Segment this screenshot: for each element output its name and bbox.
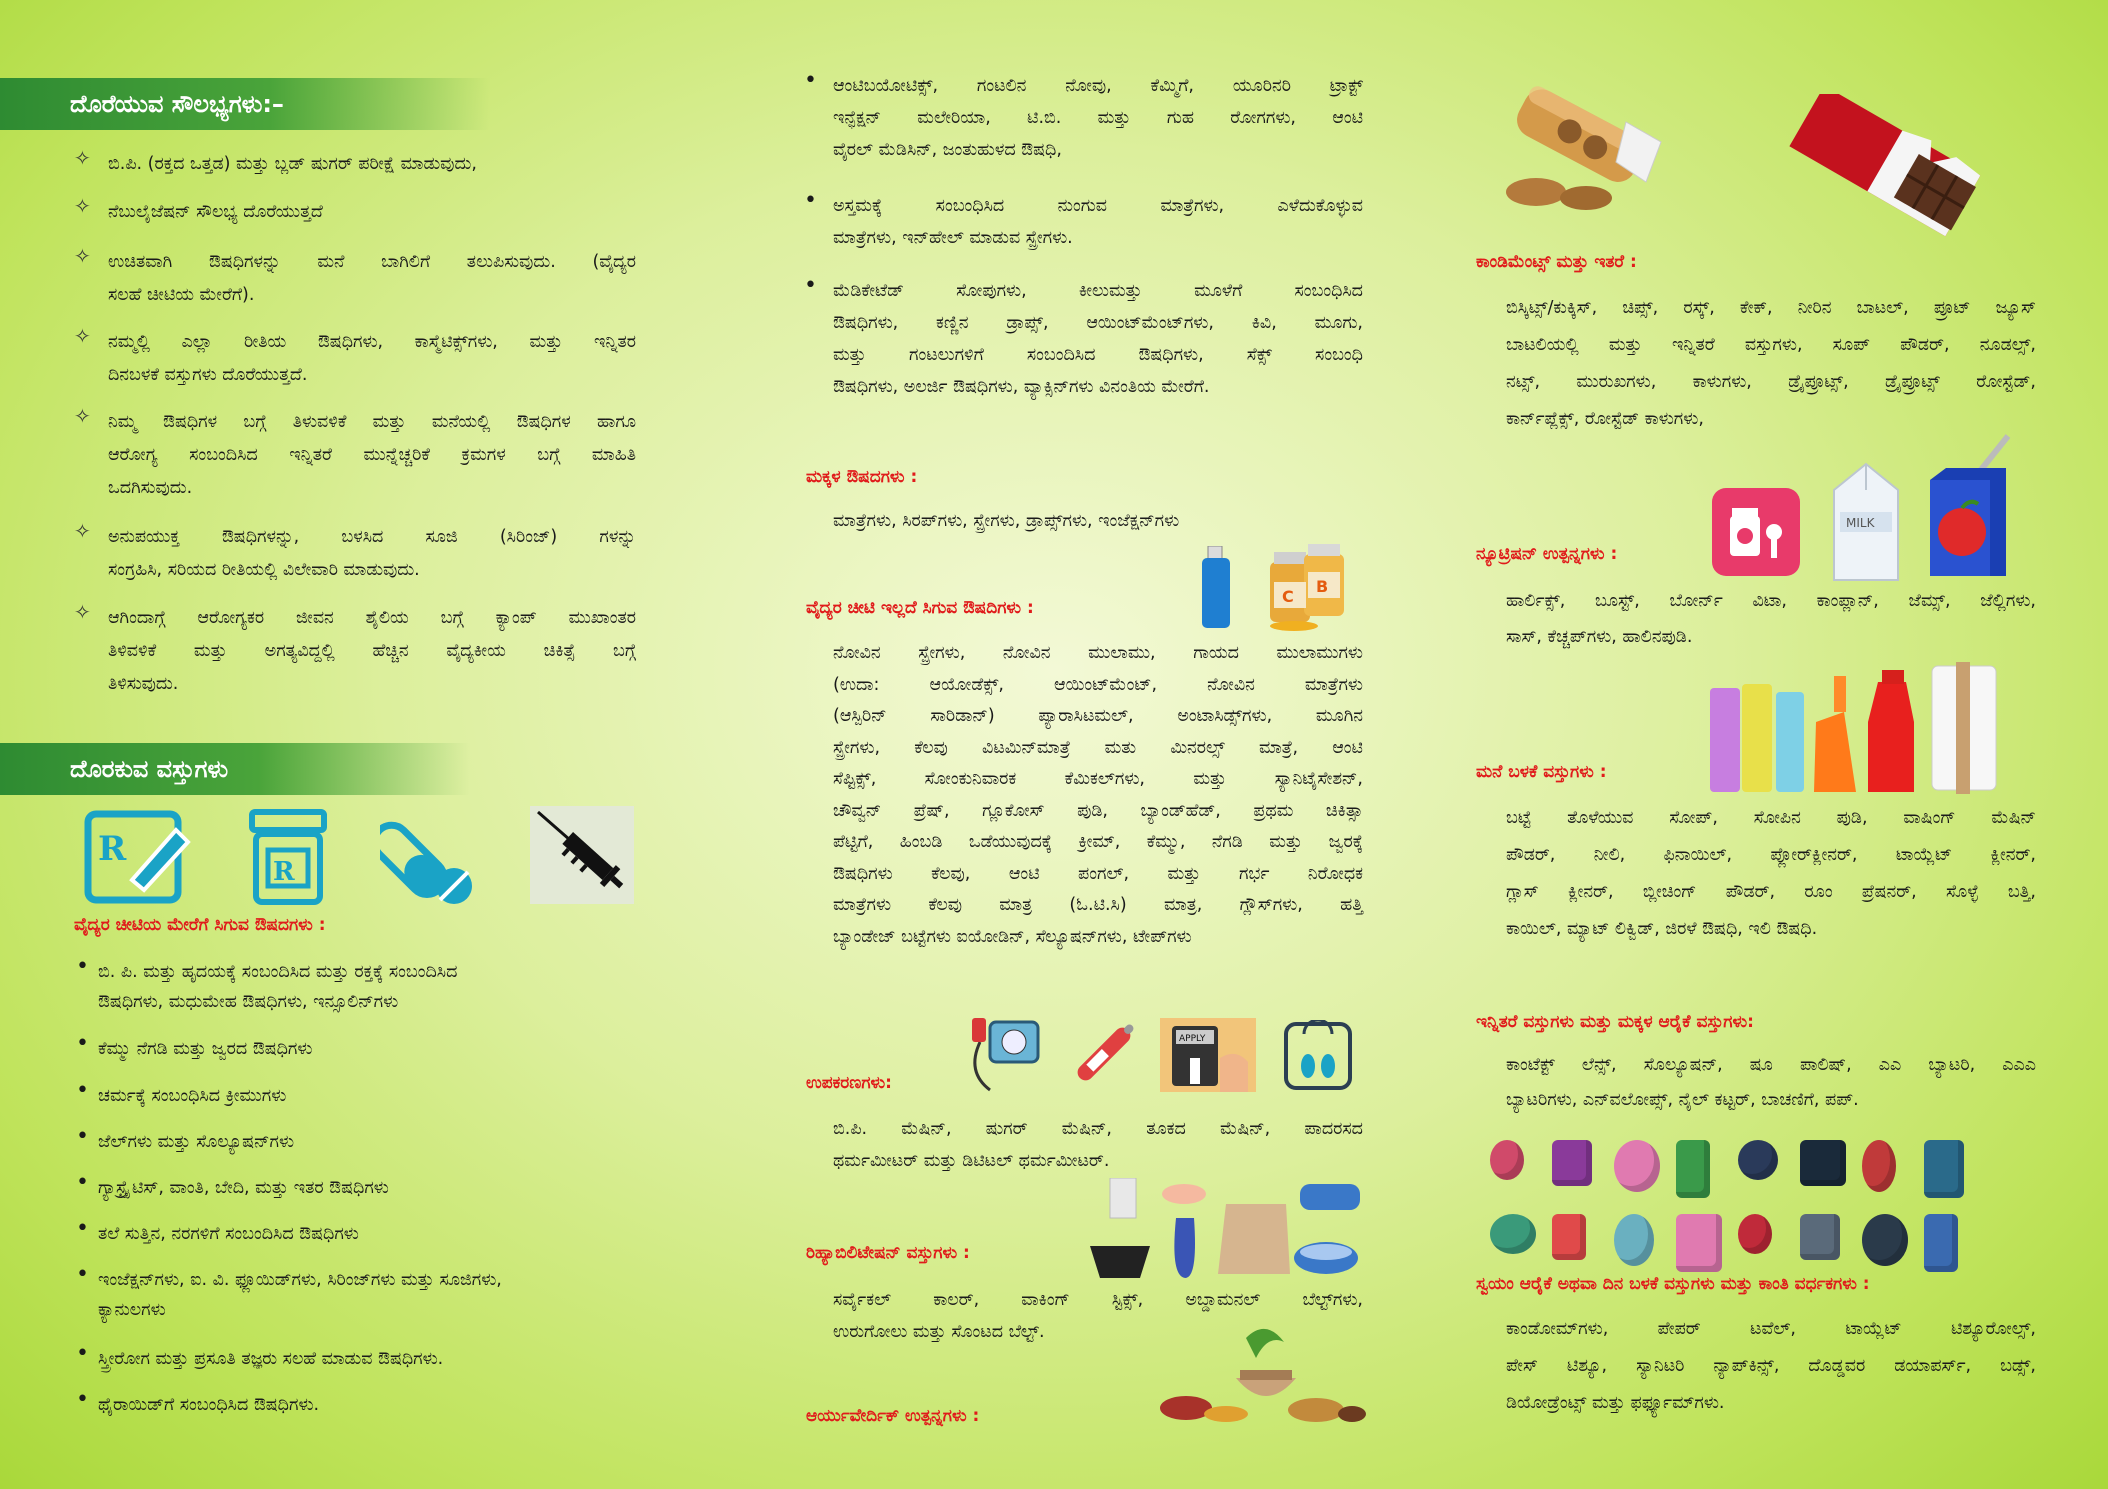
self-care-line: ಕಾಂಡೋಮ್‌ಗಳು, ಪೇಪರ್ ಟವೆಲ್, ಟಾಯ್ಲೆಟ್ ಟಿಶ್ಯೂರೋಲ್ಸ್, xyxy=(1506,1319,2036,1339)
rx-line: ಥೈರಾಯಿಡ್‌ಗೆ ಸಂಬಂಧಿಸಿದ ಔಷಧಿಗಳು. xyxy=(98,1395,320,1415)
otc-line: (ಆಸ್ಪಿರಿನ್ ಸಾರಿಡಾನ್) ಪ್ಯಾರಾಸಿಟಮಲ್, ಅಂಟಾಸಿಡ್ಸ್‌ಗಳು, ಮೂಗಿನ xyxy=(833,706,1363,726)
rx-line: ಜೆಲ್‌ಗಳು ಮತ್ತು ಸೊಲ್ಯೂಷನ್‌ಗಳು xyxy=(98,1132,295,1152)
cosmetic-product-icon xyxy=(1924,1214,1958,1272)
cosmetic-product-icon xyxy=(1614,1214,1654,1266)
chocolate-bar-icon xyxy=(1770,94,2010,250)
facility-line: ನಮ್ಮಲ್ಲಿ ಎಲ್ಲಾ ರೀತಿಯ ಔಷಧಿಗಳು, ಕಾಸ್ಮೆಟಿಕ್ಸ್‌ಗಳು, ಮತ್ತು ಇನ್ನಿತರ xyxy=(108,332,636,352)
otc-line: ನೋವಿನ ಸ್ಪ್ರೇಗಳು, ನೋವಿನ ಮುಲಾಮು, ಗಾಯದ ಮುಲಾಮುಗಳು xyxy=(833,643,1363,663)
facility-line: ನೆಬುಲೈಜೆಷನ್ ಸೌಲಭ್ಯ ದೊರೆಯುತ್ತದೆ xyxy=(108,202,323,222)
cosmetic-product-icon xyxy=(1738,1140,1778,1180)
household-products-icon xyxy=(1706,662,2006,794)
cosmetic-product-icon xyxy=(1490,1140,1524,1180)
otc-line: ಮಾತ್ರೆಗಳು ಕೆಲವು ಮಾತ್ರ (ಓ.ಟಿ.ಸಿ) ಮಾತ್ರ, ಗ್ಲೌಸ್‌ಗಳು, ಹತ್ತಿ xyxy=(833,895,1363,915)
star-bullet-icon: ✧ xyxy=(74,146,91,170)
juice-box-icon xyxy=(1926,432,2014,578)
bullet-dot-icon: • xyxy=(76,954,89,979)
cosmetic-product-icon xyxy=(1552,1140,1592,1186)
facility-line: ಉಚಿತವಾಗಿ ಔಷಧಿಗಳನ್ನು ಮನೆ ಬಾಗಿಲಿಗೆ ತಲುಪಿಸುವುದು. (ವೈದ್ಯರ xyxy=(108,252,636,272)
medicine-type-line: ಔಷಧಿಗಳು, ಅಲರ್ಜಿ ಔಷಧಿಗಳು, ವ್ಯಾಕ್ಸಿನ್‌ಗಳು ವಿನಂತಿಯ ಮೇರೆಗೆ. xyxy=(833,377,1210,397)
otc-line: ಚೌವ್ವನ್ ಪ್ರೆಷ್, ಗ್ಲೂಕೋಸ್ ಪುಡಿ, ಬ್ಯಾಂಡ್‌ಹೆಡ್, ಪ್ರಥಮ ಚಿಕಿತ್ಸಾ xyxy=(833,800,1363,821)
digital-thermometer-icon xyxy=(1064,1016,1144,1092)
equipment-heading: ಉಪಕರಣಗಳು: xyxy=(806,1073,892,1093)
capsule-pill-icon xyxy=(380,812,476,908)
otc-line: ಪೆಟ್ಟಿಗೆ, ಹಿಂಬಡಿ ಒಡೆಯುವುದಕ್ಕೆ ಕ್ರೀಮ್, ಕೆಮ್ಮು, ನೆಗಡಿ ಮತ್ತು ಜ್ವರಕ್ಕೆ xyxy=(833,832,1363,852)
rx-line: ಸ್ತ್ರೀರೋಗ ಮತ್ತು ಪ್ರಸೂತಿ ತಜ್ಞರು ಸಲಹೆ ಮಾಡುವ ಔಷಧಿಗಳು. xyxy=(98,1349,444,1369)
cosmetic-product-icon xyxy=(1614,1140,1660,1192)
bullet-dot-icon: • xyxy=(76,1387,89,1412)
weighing-scale-icon xyxy=(1282,1020,1354,1092)
otc-line: ಬ್ಯಾಂಡೇಜ್ ಬಟ್ಟೆಗಳು ಐಯೋಡಿನ್, ಸೆಲ್ಯೂಷನ್‌ಗಳು, ಟೇಪ್‌ಗಳು xyxy=(833,926,1192,947)
rx-line: ಕೆಮ್ಮು ನೆಗಡಿ ಮತ್ತು ಜ್ವರದ ಔಷಧಿಗಳು xyxy=(98,1039,313,1059)
misc-line: ಬ್ಯಾಟರಿಗಳು, ಎನ್‌ವಲೋಪ್ಸ್, ನೈಲ್ ಕಟ್ಟರ್, ಬಾಚಣಿಗೆ, ಪಪ್. xyxy=(1506,1090,1859,1110)
ayurvedic-herbs-icon xyxy=(1156,1318,1366,1426)
bullet-dot-icon: • xyxy=(76,1216,89,1241)
bullet-dot-icon: • xyxy=(804,273,817,298)
bullet-dot-icon: • xyxy=(76,1031,89,1056)
facility-line: ಒದಗಿಸುವುದು. xyxy=(108,478,193,498)
svg-text:R: R xyxy=(98,829,127,869)
svg-text:MILK: MILK xyxy=(1846,516,1875,530)
star-bullet-icon: ✧ xyxy=(74,324,91,348)
syringe-icon xyxy=(530,806,634,904)
facility-line: ಆಗಿಂದಾಗ್ಗೆ ಆರೋಗ್ಯಕರ ಜೀವನ ಶೈಲಿಯ ಬಗ್ಗೆ ಕ್ಯಾಂಪ್ ಮುಖಾಂತರ xyxy=(108,608,636,628)
condiments-line: ಬಾಟಲಿಯಲ್ಲಿ ಮತ್ತು ಇನ್ನಿತರೆ ವಸ್ತುಗಳು, ಸೂಪ್ ಪೌಡರ್, ನೂಡಲ್ಸ್, xyxy=(1506,335,2036,355)
medicine-type-line: ಮೆಡಿಕೇಟೆಡ್ ಸೋಪುಗಳು, ಕೀಲುಮತ್ತು ಮೂಳೆಗೆ ಸಂಬಂಧಿಸಿದ xyxy=(833,281,1363,301)
star-bullet-icon: ✧ xyxy=(74,600,91,624)
svg-text:B: B xyxy=(1316,577,1329,596)
medicine-type-line: ಔಷಧಿಗಳು, ಕಣ್ಣಿನ ಡ್ರಾಪ್ಸ್, ಆಯಿಂಟ್‌ಮೆಂಟ್‌ಗಳು, ಕಿವಿ, ಮೂಗು, xyxy=(833,313,1363,333)
rx-line: ಔಷಧಿಗಳು, ಮಧುಮೇಹ ಔಷಧಿಗಳು, ಇನ್ಸೂಲಿನ್‌ಗಳು xyxy=(98,992,399,1012)
svg-text:R: R xyxy=(273,857,295,887)
rx-line: ತಲೆ ಸುತ್ತಿನ, ನರಗಳಿಗೆ ಸಂಬಂದಿಸಿದ ಔಷಧಿಗಳು xyxy=(98,1224,359,1244)
rx-line: ಇಂಜೆಕ್ಷನ್‌ಗಳು, ಐ. ವಿ. ಫ್ಲೂಯಿಡ್‌ಗಳು, ಸಿರಿಂಜ್‌ಗಳು ಮತ್ತು ಸೂಜಿಗಳು, xyxy=(98,1270,502,1290)
rehab-line: ಉರುಗೋಲು ಮತ್ತು ಸೊಂಟದ ಬೆಲ್ಟ್. xyxy=(833,1322,1045,1342)
milk-carton-icon xyxy=(1826,460,1906,582)
ayurvedic-heading: ಆರ್ಯುವೇರ್ದಿಕ್ ಉತ್ಪನ್ನಗಳು : xyxy=(806,1406,980,1426)
facilities-banner: ದೊರೆಯುವ ಸೌಲಭ್ಯಗಳು:– xyxy=(0,78,490,130)
household-line: ಬಟ್ಟೆ ತೊಳೆಯುವ ಸೋಪ್, ಸೋಪಿನ ಪುಡಿ, ವಾಷಿಂಗ್ ಮೆಷಿನ್ xyxy=(1506,808,2036,828)
medicine-type-line: ವೈರಲ್ ಮೆಡಿಸಿನ್, ಜಂತುಹುಳದ ಔಷಧಿ, xyxy=(833,140,1062,160)
cosmetic-product-icon xyxy=(1738,1214,1772,1254)
self-care-line: ಡಿಯೋಡ್ರೆಂಟ್ಸ್ ಮತ್ತು ಫರ್ಫ್ಯೂಮ್‌ಗಳು. xyxy=(1506,1393,1725,1413)
kids-medicines-heading: ಮಕ್ಕಳ ಔಷದಗಳು : xyxy=(806,467,918,487)
otc-line: ಔಷಧಿಗಳು ಕೆಲವು, ಆಂಟಿ ಪಂಗಲ್, ಮತ್ತು ಗರ್ಭ ನಿರೋಧಕ xyxy=(833,863,1363,884)
misc-line: ಕಾಂಟೆಕ್ಟ್ ಲೆನ್ಸ್, ಸೊಲ್ಯೂಷನ್, ಷೂ ಪಾಲಿಷ್, ಎಎ ಬ್ಯಾಟರಿ, ಎಎಎ xyxy=(1506,1055,2036,1075)
star-bullet-icon: ✧ xyxy=(74,519,91,543)
available-items-banner: ದೊರಕುವ ವಸ್ತುಗಳು xyxy=(0,743,470,795)
condiments-heading: ಕಾಂಡಿಮೆಂಟ್ಸ್ ಮತ್ತು ಇತರೆ : xyxy=(1476,252,1637,272)
cosmetic-product-icon xyxy=(1862,1140,1896,1192)
facility-line: ಬಿ.ಪಿ. (ರಕ್ತದ ಒತ್ತಡ) ಮತ್ತು ಬ್ಲಡ್ ಷುಗರ್ ಪರೀಕ್ಷೆ ಮಾಡುವುದು, xyxy=(108,154,477,174)
spray-bottle-icon xyxy=(1196,546,1236,630)
otc-medicines-heading: ವೈದ್ಯರ ಚೀಟಿ ಇಲ್ಲದೆ ಸಿಗುವ ಔಷದಿಗಳು : xyxy=(806,598,1034,618)
household-line: ಕಾಯಿಲ್, ಮ್ಯಾಟ್ ಲಿಕ್ವಿಡ್, ಜಿರಳೆ ಔಷಧಿ, ಇಲಿ ಔಷಧಿ. xyxy=(1506,919,1818,939)
bp-monitor-icon xyxy=(960,1012,1048,1096)
medicine-type-line: ಅಸ್ತಮಕ್ಕೆ ಸಂಬಂಧಿಸಿದ ನುಂಗುವ ಮಾತ್ರೆಗಳು, ಎಳೆದುಕೊಳ್ಳುವ xyxy=(833,196,1363,216)
condiments-line: ನಟ್ಸ್, ಮುರುಖಗಳು, ಕಾಳುಗಳು, ಡ್ರೈಪ್ರೂಟ್ಸ್, ಡ್ರೈಪ್ರೂಟ್ಸ್ ರೋಸ್ಟೆಡ್, xyxy=(1506,372,2036,392)
svg-text:C: C xyxy=(1282,587,1294,606)
cosmetic-product-icon xyxy=(1676,1140,1710,1198)
bullet-dot-icon: • xyxy=(76,1341,89,1366)
rx-line: ಬಿ. ಪಿ. ಮತ್ತು ಹೃದಯಕ್ಕೆ ಸಂಬಂದಿಸಿದ ಮತ್ತು ರಕ್ತಕ್ಕೆ ಸಂಬಂದಿಸಿದ xyxy=(98,962,458,982)
pill-bottle-icon xyxy=(248,808,328,906)
equipment-line: ಥರ್ಮಮೀಟರ್ ಮತ್ತು ಡಿಟಿಟಲ್ ಥರ್ಮಮೀಟರ್. xyxy=(833,1151,1110,1171)
condiments-line: ಬಿಸ್ಕಿಟ್ಸ್/ಕುಕ್ಕಿಸ್, ಚಿಪ್ಸ್, ರಸ್ಕ್, ಕೇಕ್, ನೀರಿನ ಬಾಟಲ್, ಪ್ರೂಟ್ ಜ್ಯೂಸ್ xyxy=(1506,298,2036,318)
otc-line: (ಉದಾ: ಆಯೋಡೆಕ್ಸ್, ಆಯಿಂಟ್‌ಮೆಂಟ್, ನೋವಿನ ಮಾತ್ರೆಗಳು xyxy=(833,674,1363,695)
prescription-pad-icon xyxy=(84,810,194,904)
equipment-line: ಬಿ.ಪಿ. ಮೆಷಿನ್, ಷುಗರ್ ಮೆಷಿನ್, ತೂಕದ ಮೆಷಿನ್, ಪಾದರಸದ xyxy=(833,1119,1363,1139)
misc-items-heading: ಇನ್ನಿತರೆ ವಸ್ತುಗಳು ಮತ್ತು ಮಕ್ಕಳ ಆರೈಕೆ ವಸ್ತುಗಳು: xyxy=(1476,1012,1754,1032)
bullet-dot-icon: • xyxy=(76,1124,89,1149)
bullet-dot-icon: • xyxy=(804,68,817,93)
rehab-products-icon xyxy=(1090,1178,1380,1280)
cosmetic-product-icon xyxy=(1676,1214,1722,1272)
star-bullet-icon: ✧ xyxy=(74,244,91,268)
otc-line: ಸ್ಪ್ರೇಗಳು, ಕೆಲವು ವಿಟಮಿನ್‌ಮಾತ್ರೆ ಮತು ಮಿನರಲ್ಸ್ ಮಾತ್ರೆ, ಆಂಟಿ xyxy=(833,737,1363,758)
facility-line: ಅನುಪಯುಕ್ತ ಔಷಧಿಗಳನ್ನು, ಬಳಸಿದ ಸೂಜಿ (ಸಿರಿಂಜ್) ಗಳನ್ನು xyxy=(108,527,636,547)
rx-line: ಚರ್ಮಕ್ಕೆ ಸಂಬಂಧಿಸಿದ ಕ್ರೀಮುಗಳು xyxy=(98,1086,287,1106)
rehab-line: ಸರ್ವೈಕಲ್ ಕಾಲರ್, ವಾಕಿಂಗ್ ಸ್ಟಿಕ್ಸ್, ಅಬ್ಡಾಮನಲ್ ಬೆಲ್ಟ್‌ಗಳು, xyxy=(833,1290,1363,1310)
household-heading: ಮನೆ ಬಳಕೆ ವಸ್ತುಗಳು : xyxy=(1476,762,1607,782)
self-care-heading: ಸ್ವಯಂ ಆರೈಕೆ ಅಥವಾ ದಿನ ಬಳಕೆ ವಸ್ತುಗಳು ಮತ್ತು ಕಾಂತಿ ವರ್ಧಕಗಳು : xyxy=(1476,1274,1870,1294)
household-line: ಗ್ಲಾಸ್ ಕ್ಲೀನರ್, ಬ್ಲೀಚಿಂಗ್ ಪೌಡರ್, ರೂಂ ಪ್ರೆಷನರ್, ಸೊಳ್ಳೆ ಬತ್ತಿ, xyxy=(1506,882,2036,902)
facility-line: ಸಲಹೆ ಚೀಟಿಯ ಮೇರೆಗೆ). xyxy=(108,285,255,305)
cosmetic-product-icon xyxy=(1924,1140,1964,1198)
bullet-dot-icon: • xyxy=(804,188,817,213)
cosmetic-product-icon xyxy=(1800,1214,1840,1260)
nutrition-line: ಹಾರ್ಲಿಕ್ಸ್, ಬೂಸ್ಟ್, ಬೋರ್ನ್ ವಿಟಾ, ಕಾಂಪ್ಲಾನ್, ಜೆಮ್ಸ್, ಜೆಲ್ಲಿಗಳು, xyxy=(1506,591,2036,611)
facility-line: ತಿಳಿಸುವುದು. xyxy=(108,674,179,694)
self-care-line: ಪೇಸ್ ಟಿಶ್ಯೂ, ಸ್ಯಾನಿಟರಿ ನ್ಯಾಪ್‌ಕಿನ್ಸ್, ದೊಡ್ಡವರ ಡಯಾಪರ್ಸ್, ಬಡ್ಸ್, xyxy=(1506,1356,2036,1376)
household-line: ಪೌಡರ್, ನೀಲಿ, ಫಿನಾಯಿಲ್, ಪ್ಲೋರ್‌ಕ್ಲೀನರ್, ಟಾಯ್ಲೆಟ್ ಕ್ಲೀನರ್, xyxy=(1506,845,2036,865)
cosmetic-product-icon xyxy=(1552,1214,1586,1260)
svg-text:APPLY: APPLY xyxy=(1179,1034,1206,1044)
cosmetic-product-icon xyxy=(1862,1214,1908,1266)
star-bullet-icon: ✧ xyxy=(74,404,91,428)
bullet-dot-icon: • xyxy=(76,1170,89,1195)
rx-line: ಗ್ಯಾಸ್ಟ್ರೈಟಿಸ್, ವಾಂತಿ, ಬೇದಿ, ಮತ್ತು ಇತರ ಔಷಧಿಗಳು xyxy=(98,1178,389,1198)
nutrition-jar-icon xyxy=(1712,488,1800,576)
rx-line: ಕ್ಯಾನುಲಗಳು xyxy=(98,1300,166,1320)
facility-line: ಆರೋಗ್ಯ ಸಂಬಂದಿಸಿದ ಇನ್ನಿತರೆ ಮುನ್ನೆಚ್ಚರಿಕೆ ಕ್ರಮಗಳ ಬಗ್ಗೆ ಮಾಹಿತಿ xyxy=(108,445,636,465)
medicine-type-line: ಆಂಟಿಬಯೋಟಿಕ್ಸ್, ಗಂಟಲಿನ ನೋವು, ಕೆಮ್ಮಿಗೆ, ಯೂರಿನರಿ ಟ್ರಾಕ್ಟ್ xyxy=(833,76,1363,96)
vitamin-bottles-icon xyxy=(1264,540,1354,632)
otc-line: ಸೆಪ್ಟಿಕ್ಸ್, ಸೋಂಕುನಿವಾರಕ ಕೆಮಿಕಲ್‌ಗಳು, ಮತ್ತು ಸ್ಯಾನಿಟೈಸೇಶನ್, xyxy=(833,769,1363,789)
cosmetic-product-icon xyxy=(1800,1140,1846,1186)
glucometer-icon xyxy=(1160,1018,1256,1092)
star-bullet-icon: ✧ xyxy=(74,194,91,218)
cosmetic-product-icon xyxy=(1490,1214,1536,1254)
bullet-dot-icon: • xyxy=(76,1262,89,1287)
facility-line: ಸಂಗ್ರಹಿಸಿ, ಸರಿಯದ ರೀತಿಯಲ್ಲಿ ವಿಲೇವಾರಿ ಮಾಡುವುದು. xyxy=(108,560,420,580)
medicine-type-line: ಮಾತ್ರೆಗಳು, ಇನ್‌ಹೇಲ್ ಮಾಡುವ ಸ್ಪ್ರೇಗಳು. xyxy=(833,228,1073,248)
kids-medicines-text: ಮಾತ್ರೆಗಳು, ಸಿರಪ್‌ಗಳು, ಸ್ಪ್ರೇಗಳು, ಡ್ರಾಪ್ಸ್‌ಗಳು, ಇಂಜೆಕ್ಷನ್‌ಗಳು xyxy=(833,511,1180,531)
condiments-line: ಕಾರ್ನ್‌ಪ್ಲೆಕ್ಸ್, ರೋಸ್ಟೆಡ್ ಕಾಳುಗಳು, xyxy=(1506,409,1704,429)
nutrition-heading: ನ್ಯೂಟ್ರಿಷನ್ ಉತ್ಪನ್ನಗಳು : xyxy=(1476,544,1618,564)
medicine-type-line: ಇನ್ಫೆಕ್ಷನ್ ಮಲೇರಿಯಾ, ಟಿ.ಬಿ. ಮತ್ತು ಗುಹ ರೋಗಗಳು, ಆಂಟಿ xyxy=(833,108,1363,128)
facility-line: ದಿನಬಳಕೆ ವಸ್ತುಗಳು ದೊರೆಯುತ್ತದೆ. xyxy=(108,365,308,385)
medicine-type-line: ಮತ್ತು ಗಂಟಲುಗಳಿಗೆ ಸಂಬಂದಿಸಿದ ಔಷಧಿಗಳು, ಸೆಕ್ಸ್ ಸಂಬಂಧಿ xyxy=(833,345,1363,365)
facility-line: ತಿಳಿವಳಿಕೆ ಮತ್ತು ಅಗತ್ಯವಿದ್ದಲ್ಲಿ ಹೆಚ್ಚಿನ ವೈದ್ಯಕೀಯ ಚಿಕಿತ್ಸೆ ಬಗ್ಗೆ xyxy=(108,641,636,661)
bullet-dot-icon: • xyxy=(76,1078,89,1103)
rx-medicines-heading: ವೈದ್ಯರ ಚೀಟಿಯ ಮೇರೆಗೆ ಸಿಗುವ ಔಷದಗಳು : xyxy=(74,915,326,935)
rehab-heading: ರಿಹ್ಯಾಬಿಲಿಟೇಷನ್ ವಸ್ತುಗಳು : xyxy=(806,1243,970,1263)
biscuits-icon xyxy=(1496,82,1666,212)
nutrition-line: ಸಾಸ್, ಕೆಚ್ಚಪ್‌ಗಳು, ಹಾಲಿನಪುಡಿ. xyxy=(1506,627,1693,647)
facility-line: ನಿಮ್ಮ ಔಷಧಿಗಳ ಬಗ್ಗೆ ತಿಳುವಳಿಕೆ ಮತ್ತು ಮನೆಯಲ್ಲಿ ಔಷಧಿಗಳ ಹಾಗೂ xyxy=(108,412,636,432)
